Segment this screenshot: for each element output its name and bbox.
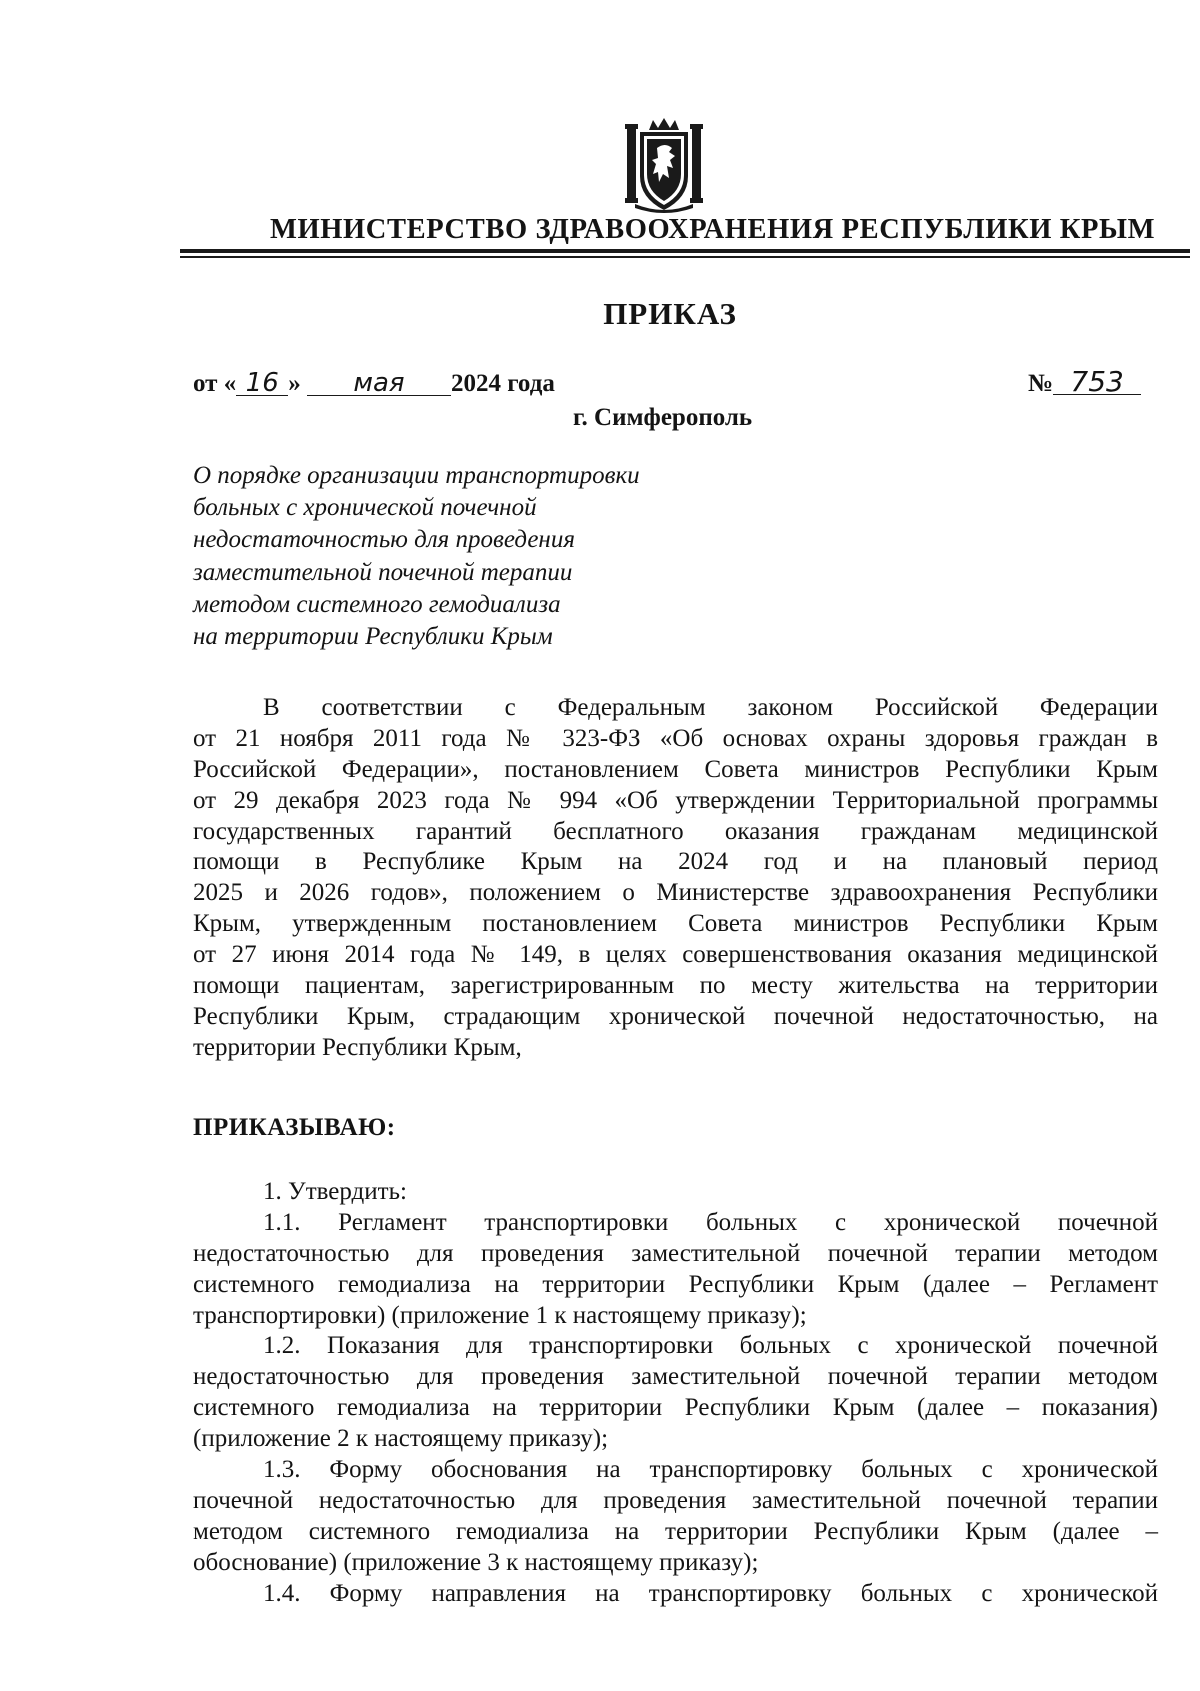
order-city: г. Симферополь: [573, 404, 753, 431]
date-month-handwritten: мая: [307, 371, 451, 396]
subject-line: больных с хронической почечной: [193, 494, 537, 522]
order-items: [193, 1177, 1158, 1609]
order-item-line: почечной недостаточностью для проведения заместительной почечной терапии: [193, 1486, 1158, 1514]
preamble-line: 2025 и 2026 годов», положением о Министерстве здравоохранения Республики: [193, 879, 1158, 907]
preamble-line: территории Республики Крым,: [193, 1033, 522, 1061]
ministry-name: МИНИСТЕРСТВО ЗДРАВООХРАНЕНИЯ РЕСПУБЛИКИ КРЫМ: [270, 214, 1156, 245]
preamble-line: государственных гарантий бесплатного оказания гражданам медицинской: [193, 817, 1158, 845]
order-subject: [193, 460, 753, 653]
header-rule-thick: [180, 249, 1190, 253]
order-item-line: 1.4. Форму направления на транспортировку больных с хронической: [263, 1579, 1158, 1607]
header-rule-thin: [180, 256, 1190, 258]
subject-line: О порядке организации транспортировки: [193, 462, 640, 489]
order-item-line: методом системного гемодиализа на территории Республики Крым (далее –: [193, 1517, 1158, 1545]
date-year: 2024 года: [450, 370, 555, 397]
order-item-line: 1.1. Регламент транспортировки больных с хронической почечной: [263, 1208, 1158, 1236]
preamble-line: Российской Федерации», постановлением Совета министров Республики Крым: [193, 755, 1158, 783]
preamble-line: В соответствии с Федеральным законом Российской Федерации: [263, 694, 1158, 721]
number-handwritten: 753: [1053, 370, 1141, 395]
order-item-line: транспортировки) (приложение 1 к настоящему приказу);: [193, 1301, 807, 1329]
subject-line: заместительной почечной терапии: [193, 558, 573, 586]
order-item-line: системного гемодиализа на территории Республики Крым (далее – Регламент: [193, 1270, 1158, 1298]
date-prefix: от «: [193, 370, 237, 397]
date-mid: »: [288, 370, 301, 397]
preamble-line: от 27 июня 2014 года № 149, в целях совершенствования оказания медицинской: [193, 941, 1158, 969]
document-type: ПРИКАЗ: [603, 296, 737, 331]
subject-line: на территории Республики Крым: [193, 623, 553, 651]
order-item-line: недостаточностью для проведения заместительной почечной терапии методом: [193, 1239, 1158, 1267]
preamble-line: от 29 декабря 2023 года № 994 «Об утверждении Территориальной программы: [193, 786, 1158, 814]
order-item-line: недостаточностью для проведения заместительной почечной терапии методом: [193, 1363, 1158, 1391]
preamble-line: помощи пациентам, зарегистрированным по месту жительства на территории: [193, 972, 1158, 1000]
order-number: [1028, 365, 1141, 398]
number-prefix: №: [1028, 370, 1054, 397]
subject-line: методом системного гемодиализа: [193, 590, 561, 618]
order-item-line: системного гемодиализа на территории Республики Крым (далее – показания): [193, 1394, 1158, 1422]
subject-line: недостаточностью для проведения: [193, 526, 575, 554]
order-date: [193, 370, 555, 398]
preamble-line: от 21 ноября 2011 года № 323-ФЗ «Об основах охраны здоровья граждан в: [193, 724, 1158, 752]
order-item-line: 1. Утвердить:: [263, 1178, 407, 1205]
crimea-coat-of-arms-icon: [625, 118, 703, 214]
order-directive: ПРИКАЗЫВАЮ:: [193, 1114, 396, 1141]
order-item-line: (приложение 2 к настоящему приказу);: [193, 1425, 609, 1453]
order-item-line: 1.3. Форму обоснования на транспортировку больных с хронической: [263, 1456, 1158, 1484]
preamble-line: Республики Крым, страдающим хронической почечной недостаточностью, на: [193, 1002, 1158, 1030]
date-day-handwritten: 16: [236, 371, 288, 396]
preamble-line: Крым, утвержденным постановлением Совета министров Республики Крым: [193, 910, 1158, 938]
order-item-line: 1.2. Показания для транспортировки больных с хронической почечной: [263, 1332, 1158, 1360]
preamble-line: помощи в Республике Крым на 2024 год и на плановый период: [193, 848, 1158, 876]
order-item-line: обоснование) (приложение 3 к настоящему приказу);: [193, 1548, 759, 1576]
preamble-paragraph: [193, 693, 1158, 1064]
